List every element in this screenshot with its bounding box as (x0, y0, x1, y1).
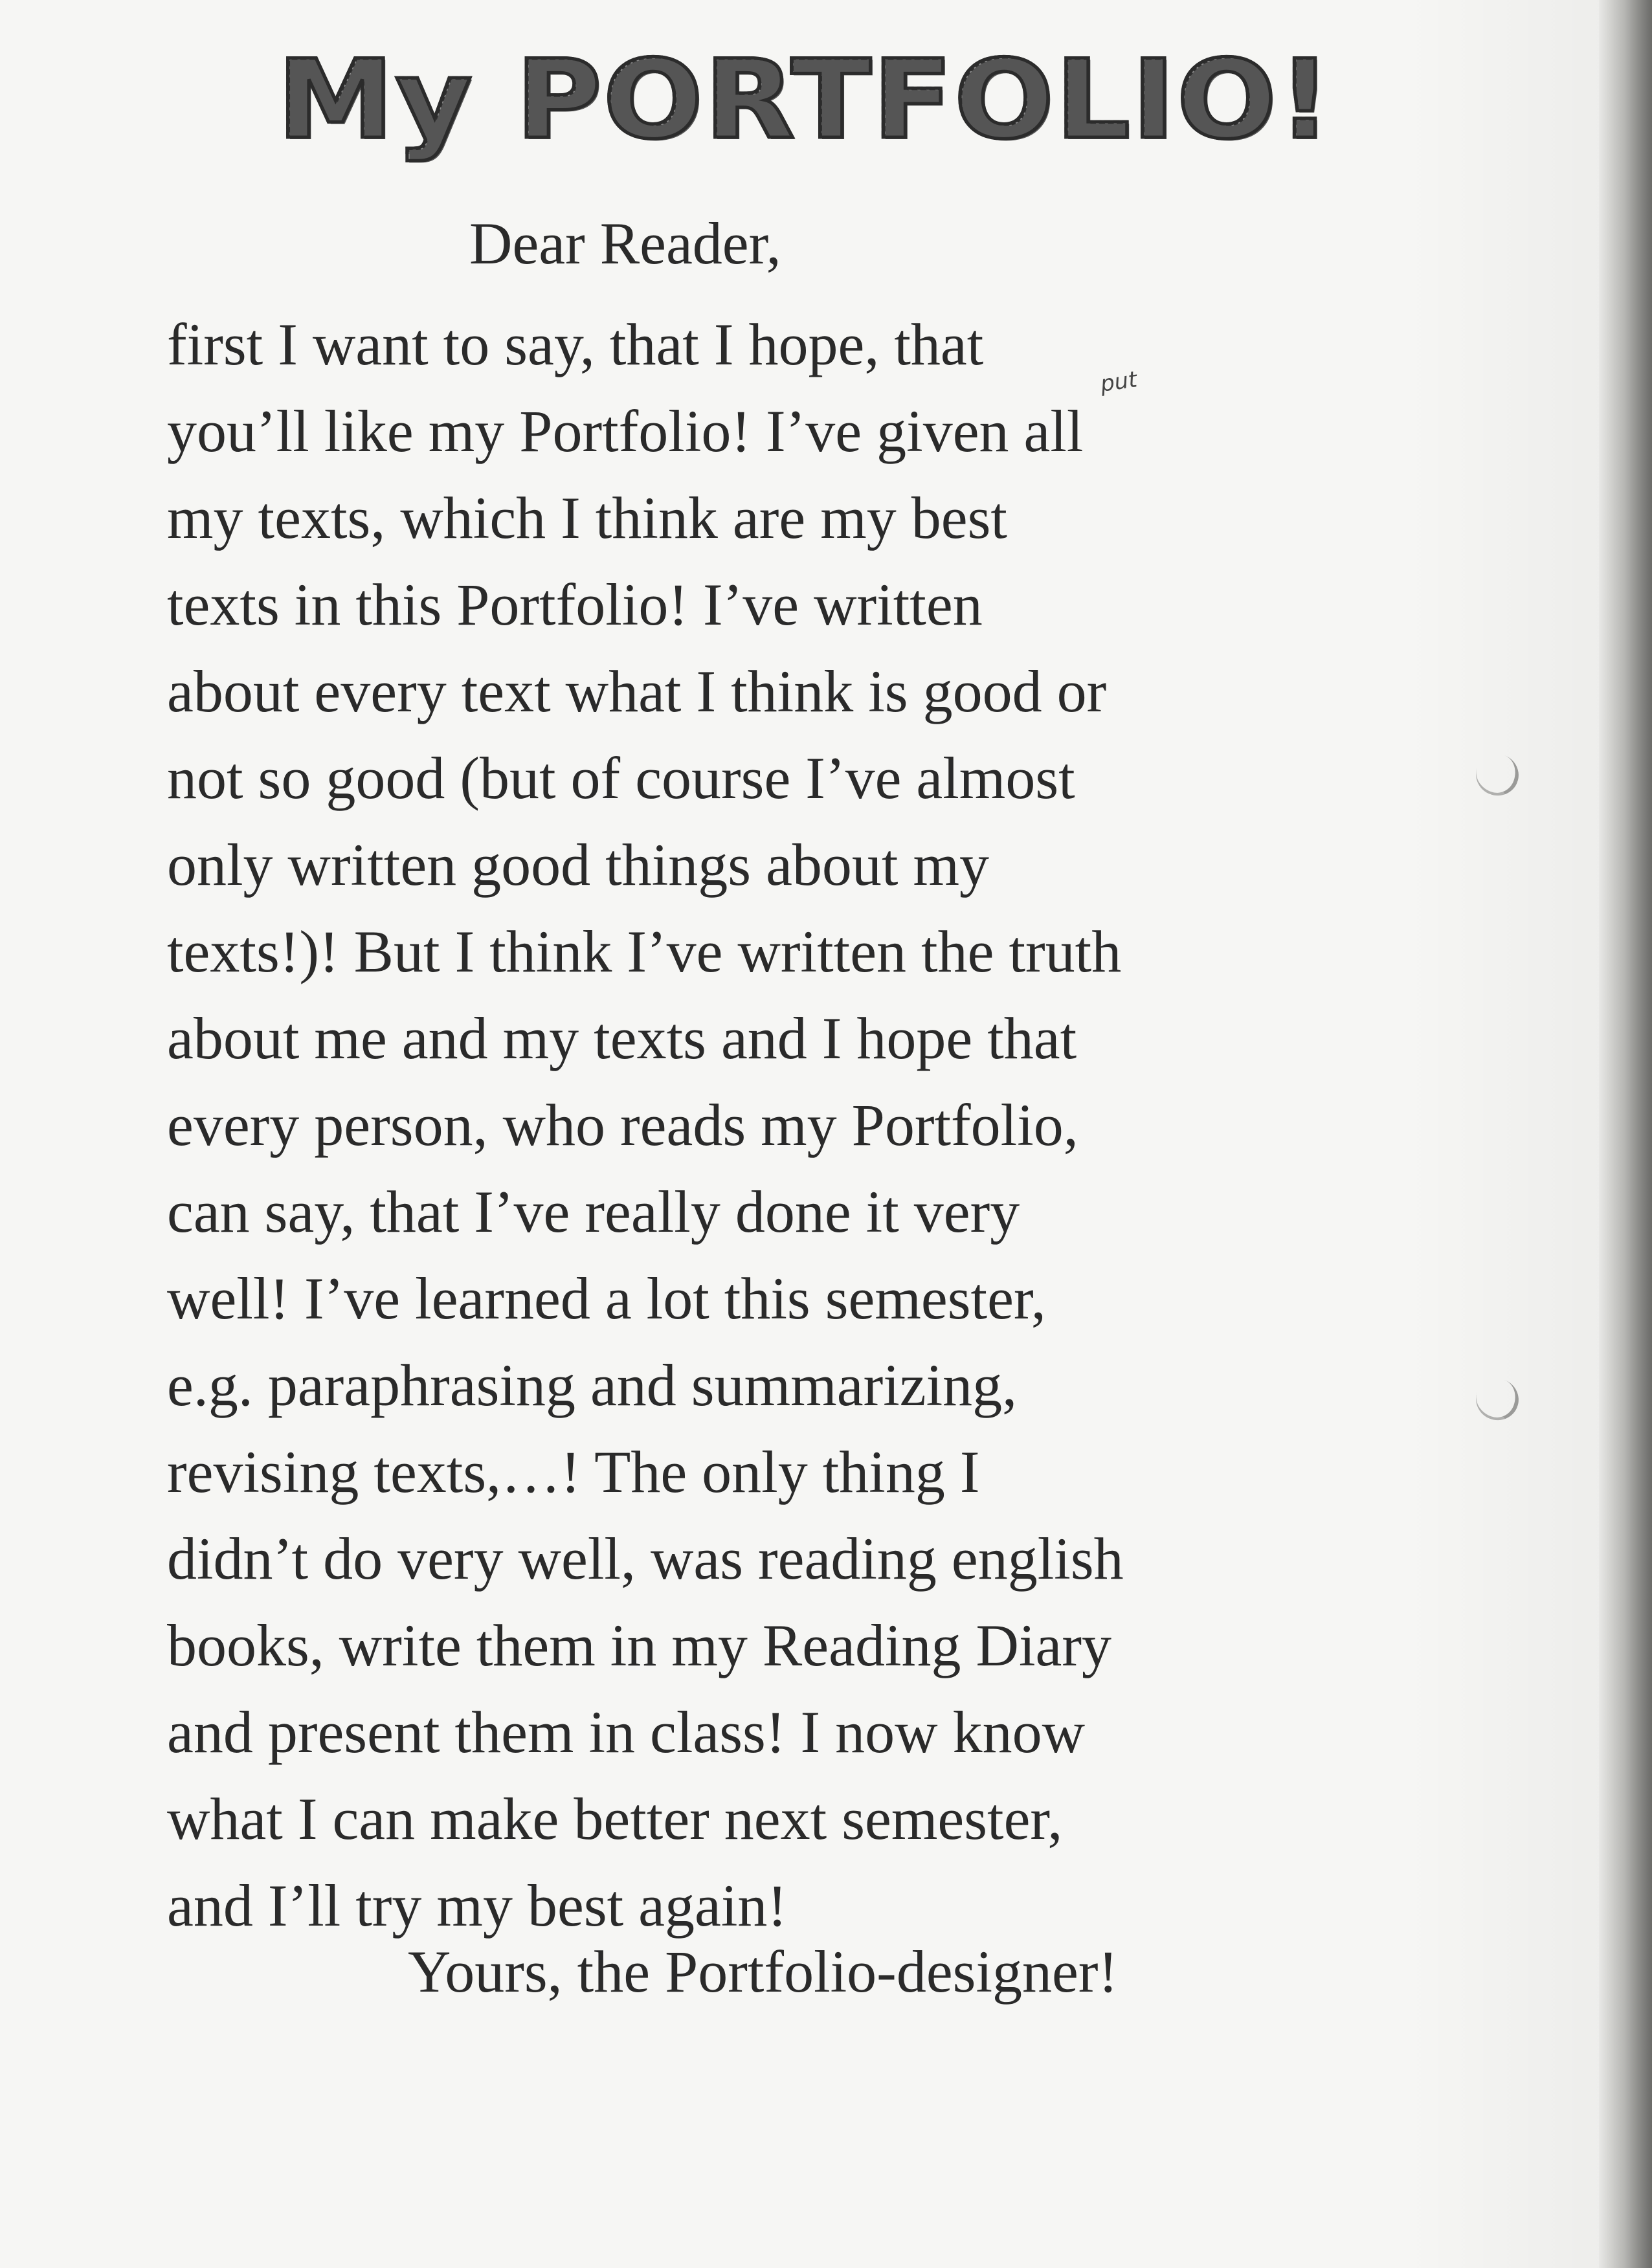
letter-line: texts!)! But I think I’ve written the truth (167, 918, 1122, 984)
page-shadow (1405, 0, 1599, 2268)
letter-line: didn’t do very well, was reading english (167, 1526, 1124, 1592)
letter-line: about me and my texts and I hope that (167, 1005, 1077, 1071)
letter-line: e.g. paraphrasing and summarizing, (167, 1352, 1018, 1418)
letter-line: every person, who reads my Portfolio, (167, 1092, 1078, 1158)
letter-line: books, write them in my Reading Diary (167, 1612, 1111, 1678)
letter-body (167, 301, 1124, 1949)
salutation: Dear Reader, (469, 210, 781, 276)
letter-line: texts in this Portfolio! I’ve written (167, 572, 983, 638)
letter-line: well! I’ve learned a lot this semester, (167, 1265, 1046, 1331)
letter-line: and present them in class! I now know (167, 1699, 1086, 1765)
letter-line: about every text what I think is good or (167, 658, 1107, 724)
page-title-text: My PORTFOLIO! (277, 36, 1334, 163)
letter-line: only written good things about my (167, 832, 990, 898)
letter-line: my texts, which I think are my best (167, 485, 1007, 551)
handwritten-note: put (1099, 366, 1139, 397)
letter-line: revising texts,…! The only thing I (167, 1439, 980, 1505)
letter-line: not so good (but of course I’ve almost (167, 745, 1075, 811)
letter-line: what I can make better next semester, (167, 1786, 1063, 1852)
letter-line: you’ll like my Portfolio! I’ve given all (167, 398, 1084, 464)
binder-edge (1599, 0, 1652, 2268)
signoff: Yours, the Portfolio-designer! (408, 1939, 1119, 2005)
letter-line: and I’ll try my best again! (167, 1873, 788, 1939)
letter-line: first I want to say, that I hope, that (167, 311, 984, 377)
page-title (0, 36, 1652, 163)
letter-line: can say, that I’ve really done it very (167, 1179, 1020, 1245)
